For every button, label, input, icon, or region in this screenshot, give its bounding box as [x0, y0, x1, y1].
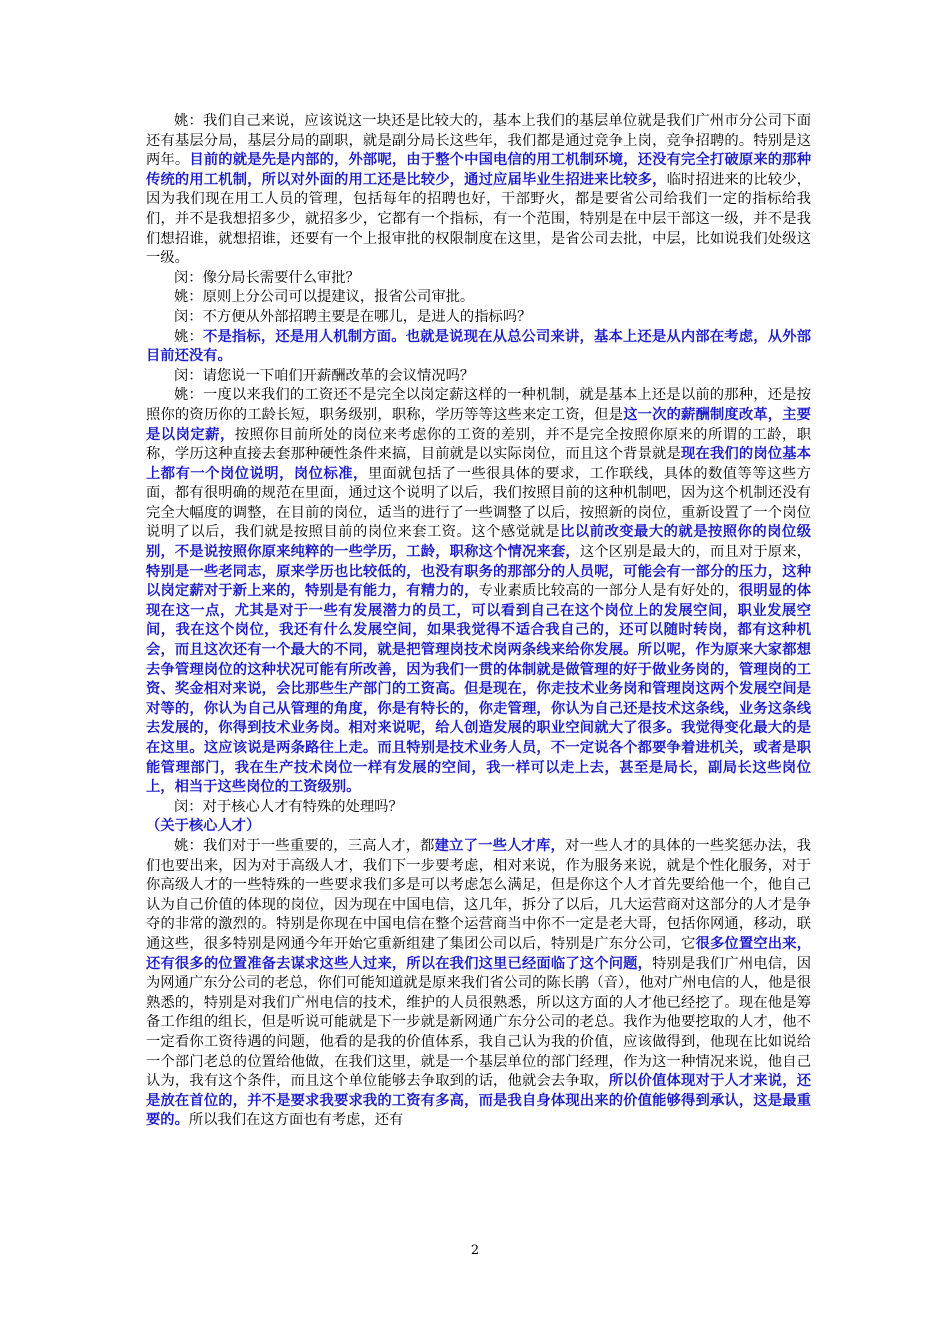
highlighted-text: 很明显的体现在这一点，尤其是对于一些有发展潜力的员工，可以看到自己在这个岗位上的发展空间，职业发展空间，我在这个岗位，我还有什么发展空间，如果我觉得不适合我自己的，还可以随时转岗，都有这种机会，而且这次还有一个最大的不同，就是把管理岗技术岗两条线来给你发展。所以呢，作为原来大家都想去争管理岗位的这种状况可能有所改善，因为我们一贯的体制就是做管理的好于做业务岗的，管理岗的工资、奖金相对来说，会比那些生产部门的工资高。但是现在，你走技术业务岗和管理岗这两个发展空间是对等的，你认为自己从管理的角度，你是有特长的，你走管理，你认为自己还是技术这条线，业务这条线去发展的，你得到技术业务岗。相对来说呢，给人创造发展的职业空间就大了很多。我觉得变化最大的是在这里。这应该说是两条路往上走。而且特别是技术业务人员，不一定说各个都要争着进机关，或者是职能管理部门，我在生产技术岗位一样有发展的空间，我一样可以走上去，甚至是局长，副局长这些岗位上，相当于这些岗位的工资级别。 — [146, 583, 812, 796]
text-segment: 特别是我们广州电信，因为网通广东分公司的老总，你们可能知道就是原来我们省公司的陈长鹃（音），他对广州电信的人，他是很熟悉的，特别是对我们广州电信的技术，维护的人员很熟悉，所以这方面的人才他已经挖了。现在他是筹备工作组的组长，但是听说可能就是下一步就是新网通广东分公司的老总。我作为他要挖取的人才，他不一定看你工资待遇的问题，他看的是我的价值体系，我自己认为我的价值，应该做得到，他现在比如说给一个部门老总的位置给他做，在我们这里，就是一个基层单位的部门经理，作为这一种情况来说，他自己认为，我有这个条件，而且这个单位能够去争取到的话，他就会去争取， — [146, 955, 812, 1090]
highlighted-text: 所以价值体现对于人才来说，还是放在首位的，并不是要求我要求我的工资有多高，而是我自身体现出来的价值能够得到承认，这是最重要的。 — [146, 1073, 811, 1129]
paragraph — [146, 367, 811, 387]
text-segment: 对一些人才的具体的一些奖惩办法，我们也要出来，因为对于高级人才，我们下一步要考虑，相对来说，作为服务来说，就是个性化服务，对于你高级人才的一些特殊的一些要求我们多是可以考虑怎么满足，但是你这个人才首先要给他一个，他自己认为自己价值的体现的岗位，因为现在中国电信，这几年，拆分了以后，几大运营商对这部分的人才是争夺的非常的激烈的。特别是你现在中国电信在整个运营商当中你不一定是老大哥，包括你网通，移动，联通这些，很多特别是网通今年开始它重新组建了集团公司以后，特别是广东分公司，它 — [146, 837, 812, 952]
text-segment: 闵：请您说一下咱们开薪酬改革的会议情况吗？ — [174, 367, 475, 384]
highlighted-text: 很多位置空出来，还有很多的位置准备去谋求这些人过来，所以在我们这里已经面临了这个问题， — [146, 935, 812, 972]
highlighted-text: 不是指标，还是用人机制方面。也就是说现在从总公司来讲，基本上还是从内部在考虑，从外部目前还没有。 — [146, 328, 812, 365]
text-segment: 专业素质比较高的一部分人是有好处的， — [478, 583, 739, 600]
paragraph — [146, 386, 811, 797]
page-number: 2 — [470, 1243, 480, 1258]
document-body — [146, 112, 811, 1131]
paragraph — [146, 269, 811, 289]
section-heading — [146, 817, 811, 837]
highlighted-text: 目前的就是先是内部的，外部呢，由于整个中国电信的用工机制环境，还没有完全打破原来的那种传统的用工机制，所以对外面的用工还是比较少，通过应届毕业生招进来比较多， — [146, 152, 812, 188]
paragraph — [146, 837, 811, 1131]
highlighted-text: 特别是一些老同志，原来学历也比较低的，也没有职务的那部分的人员呢，可能会有一部分的压力，这种以岗定薪对于新上来的，特别是有能力，有精力的， — [146, 563, 811, 600]
highlighted-text: 建立了一些人才库， — [434, 837, 566, 854]
highlighted-text: 现在我们的岗位基本上都有一个岗位说明，岗位标准， — [146, 446, 812, 482]
text-segment: 姚：原则上分公司可以提建议，报省公司审批。 — [174, 289, 475, 306]
highlighted-text: 这一次的薪酬制度改革，主要是以岗定薪， — [146, 406, 812, 443]
text-segment: 临时招进来的比较少，因为我们现在用工人员的管理，包括每年的招聘也好，干部野火，都是要省公司给我们一定的指标给我们，并不是我想招多少，就招多少，它都有一个指标，有一个范围，特别是在中层干部这一级，并不是我们想招谁，就想招谁，还要有一个上报审批的权限制度在这里，是省公司去批，中层，比如说我们处级这一级。 — [146, 171, 811, 267]
paragraph — [146, 308, 811, 328]
text-segment: 里面就包括了一些很具体的要求，工作联线，具体的数值等等这些方面，都有很明确的规范在里面，通过这个说明了以后，我们按照目前的这种机制吧，因为这个机制还没有完全大幅度的调整，在目前的岗位，适当的进行了一些调整了以后，按照新的岗位，重新设置了一个岗位说明了以后，我们就是按照目前的岗位来套工资。这个感觉就是 — [146, 465, 812, 541]
text-segment: 这个区别是最大的，而且对于原来， — [579, 544, 812, 561]
text-segment: 闵：像分局长需要什么审批？ — [174, 269, 360, 286]
text-segment: 闵：对于核心人才有特殊的处理吗？ — [174, 798, 403, 815]
text-segment: 姚：我们自己来说，应该说这一块还是比较大的，基本上我们的基层单位就是我们广州市分公司下面还有基层分局，基层分局的副职，就是副分局长这些年，我们都是通过竞争上岗，竞争招聘的。特别是这两年。 — [146, 113, 811, 169]
text-segment: 姚：我们对于一些重要的，三高人才，都 — [174, 837, 435, 854]
paragraph — [146, 288, 811, 308]
text-segment: 姚： — [174, 328, 203, 345]
text-segment: 姚：一度以来我们的工资还不是完全以岗定薪这样的一种机制，就是基本上还是以前的那种，还是按照你的资历你的工龄长短，职务级别，职称，学历等等这些来定工资，但是 — [146, 387, 811, 423]
paragraph — [146, 798, 811, 818]
highlighted-text: （关于核心人才） — [146, 818, 261, 835]
paragraph — [146, 112, 811, 269]
text-segment: 所以我们在这方面也有考虑，还有 — [188, 1112, 404, 1129]
text-segment: 闵：不方便从外部招聘主要是在哪儿，是进人的指标吗？ — [174, 308, 532, 325]
text-segment: 按照你目前所处的岗位来考虑你的工资的差别，并不是完全按照你原来的所谓的工龄，职称，学历这种直接去套那种硬性条件来搞，目前就是以实际岗位，而且这个背景就是 — [146, 426, 811, 463]
highlighted-text: 比以前改变最大的就是按照你的岗位级别，不是说按照你原来纯粹的一些学历，工龄，职称这个情况来套， — [146, 524, 812, 561]
paragraph — [146, 328, 811, 367]
